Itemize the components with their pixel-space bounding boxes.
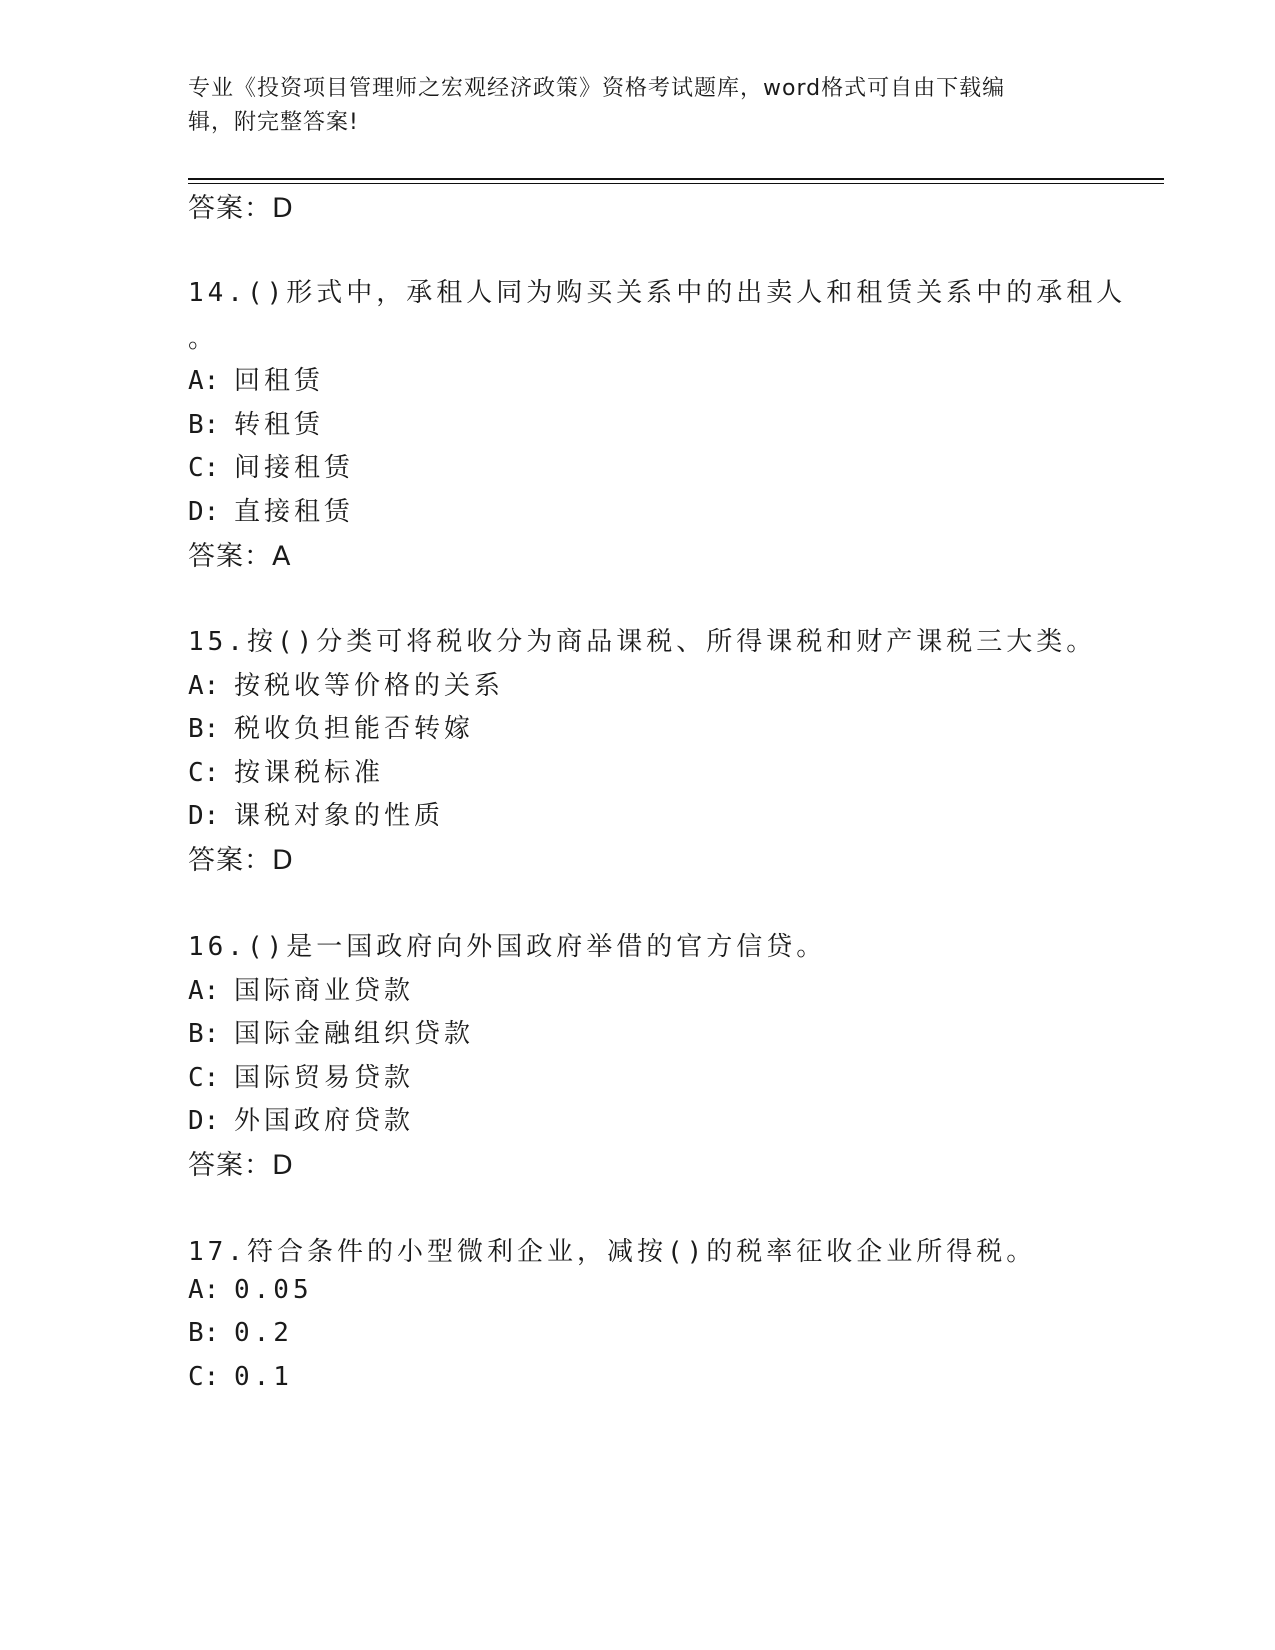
q15-option-d: D: 课税对象的性质 — [188, 801, 445, 831]
header-divider-thin — [188, 183, 1164, 184]
q14-option-b: B: 转租赁 — [188, 410, 325, 440]
answer-q13: 答案：D — [188, 193, 294, 224]
question-14-text: 14.()形式中，承租人同为购买关系中的出卖人和租赁关系中的承租人 — [188, 278, 1127, 308]
question-16-text: 16.()是一国政府向外国政府举借的官方信贷。 — [188, 932, 827, 962]
q14-option-c: C: 间接租赁 — [188, 453, 355, 483]
q16-option-d: D: 外国政府贷款 — [188, 1106, 415, 1136]
q15-option-c: C: 按课税标准 — [188, 758, 385, 788]
question-17-text: 17.符合条件的小型微利企业，减按()的税率征收企业所得税。 — [188, 1237, 1037, 1267]
header-divider — [188, 178, 1164, 180]
q15-option-b: B: 税收负担能否转嫁 — [188, 714, 475, 744]
header-line-2: 辑，附完整答案! — [188, 110, 359, 135]
q17-option-c: C: 0.1 — [188, 1362, 293, 1392]
answer-q14: 答案：A — [188, 541, 292, 572]
q16-option-c: C: 国际贸易贷款 — [188, 1063, 415, 1093]
q17-option-b: B: 0.2 — [188, 1318, 293, 1348]
answer-q16: 答案：D — [188, 1150, 294, 1181]
answer-q15: 答案：D — [188, 845, 294, 876]
question-14-continuation: 。 — [188, 324, 215, 354]
document-header — [188, 72, 1068, 140]
question-15-text: 15.按()分类可将税收分为商品课税、所得课税和财产课税三大类。 — [188, 627, 1097, 657]
q14-option-a: A: 回租赁 — [188, 366, 325, 396]
q16-option-b: B: 国际金融组织贷款 — [188, 1019, 475, 1049]
q16-option-a: A: 国际商业贷款 — [188, 976, 415, 1006]
q14-option-d: D: 直接租赁 — [188, 497, 355, 527]
q17-option-a: A: 0.05 — [188, 1275, 313, 1305]
header-line-1: 专业《投资项目管理师之宏观经济政策》资格考试题库，word格式可自由下载编 — [188, 76, 1006, 101]
q15-option-a: A: 按税收等价格的关系 — [188, 671, 505, 701]
